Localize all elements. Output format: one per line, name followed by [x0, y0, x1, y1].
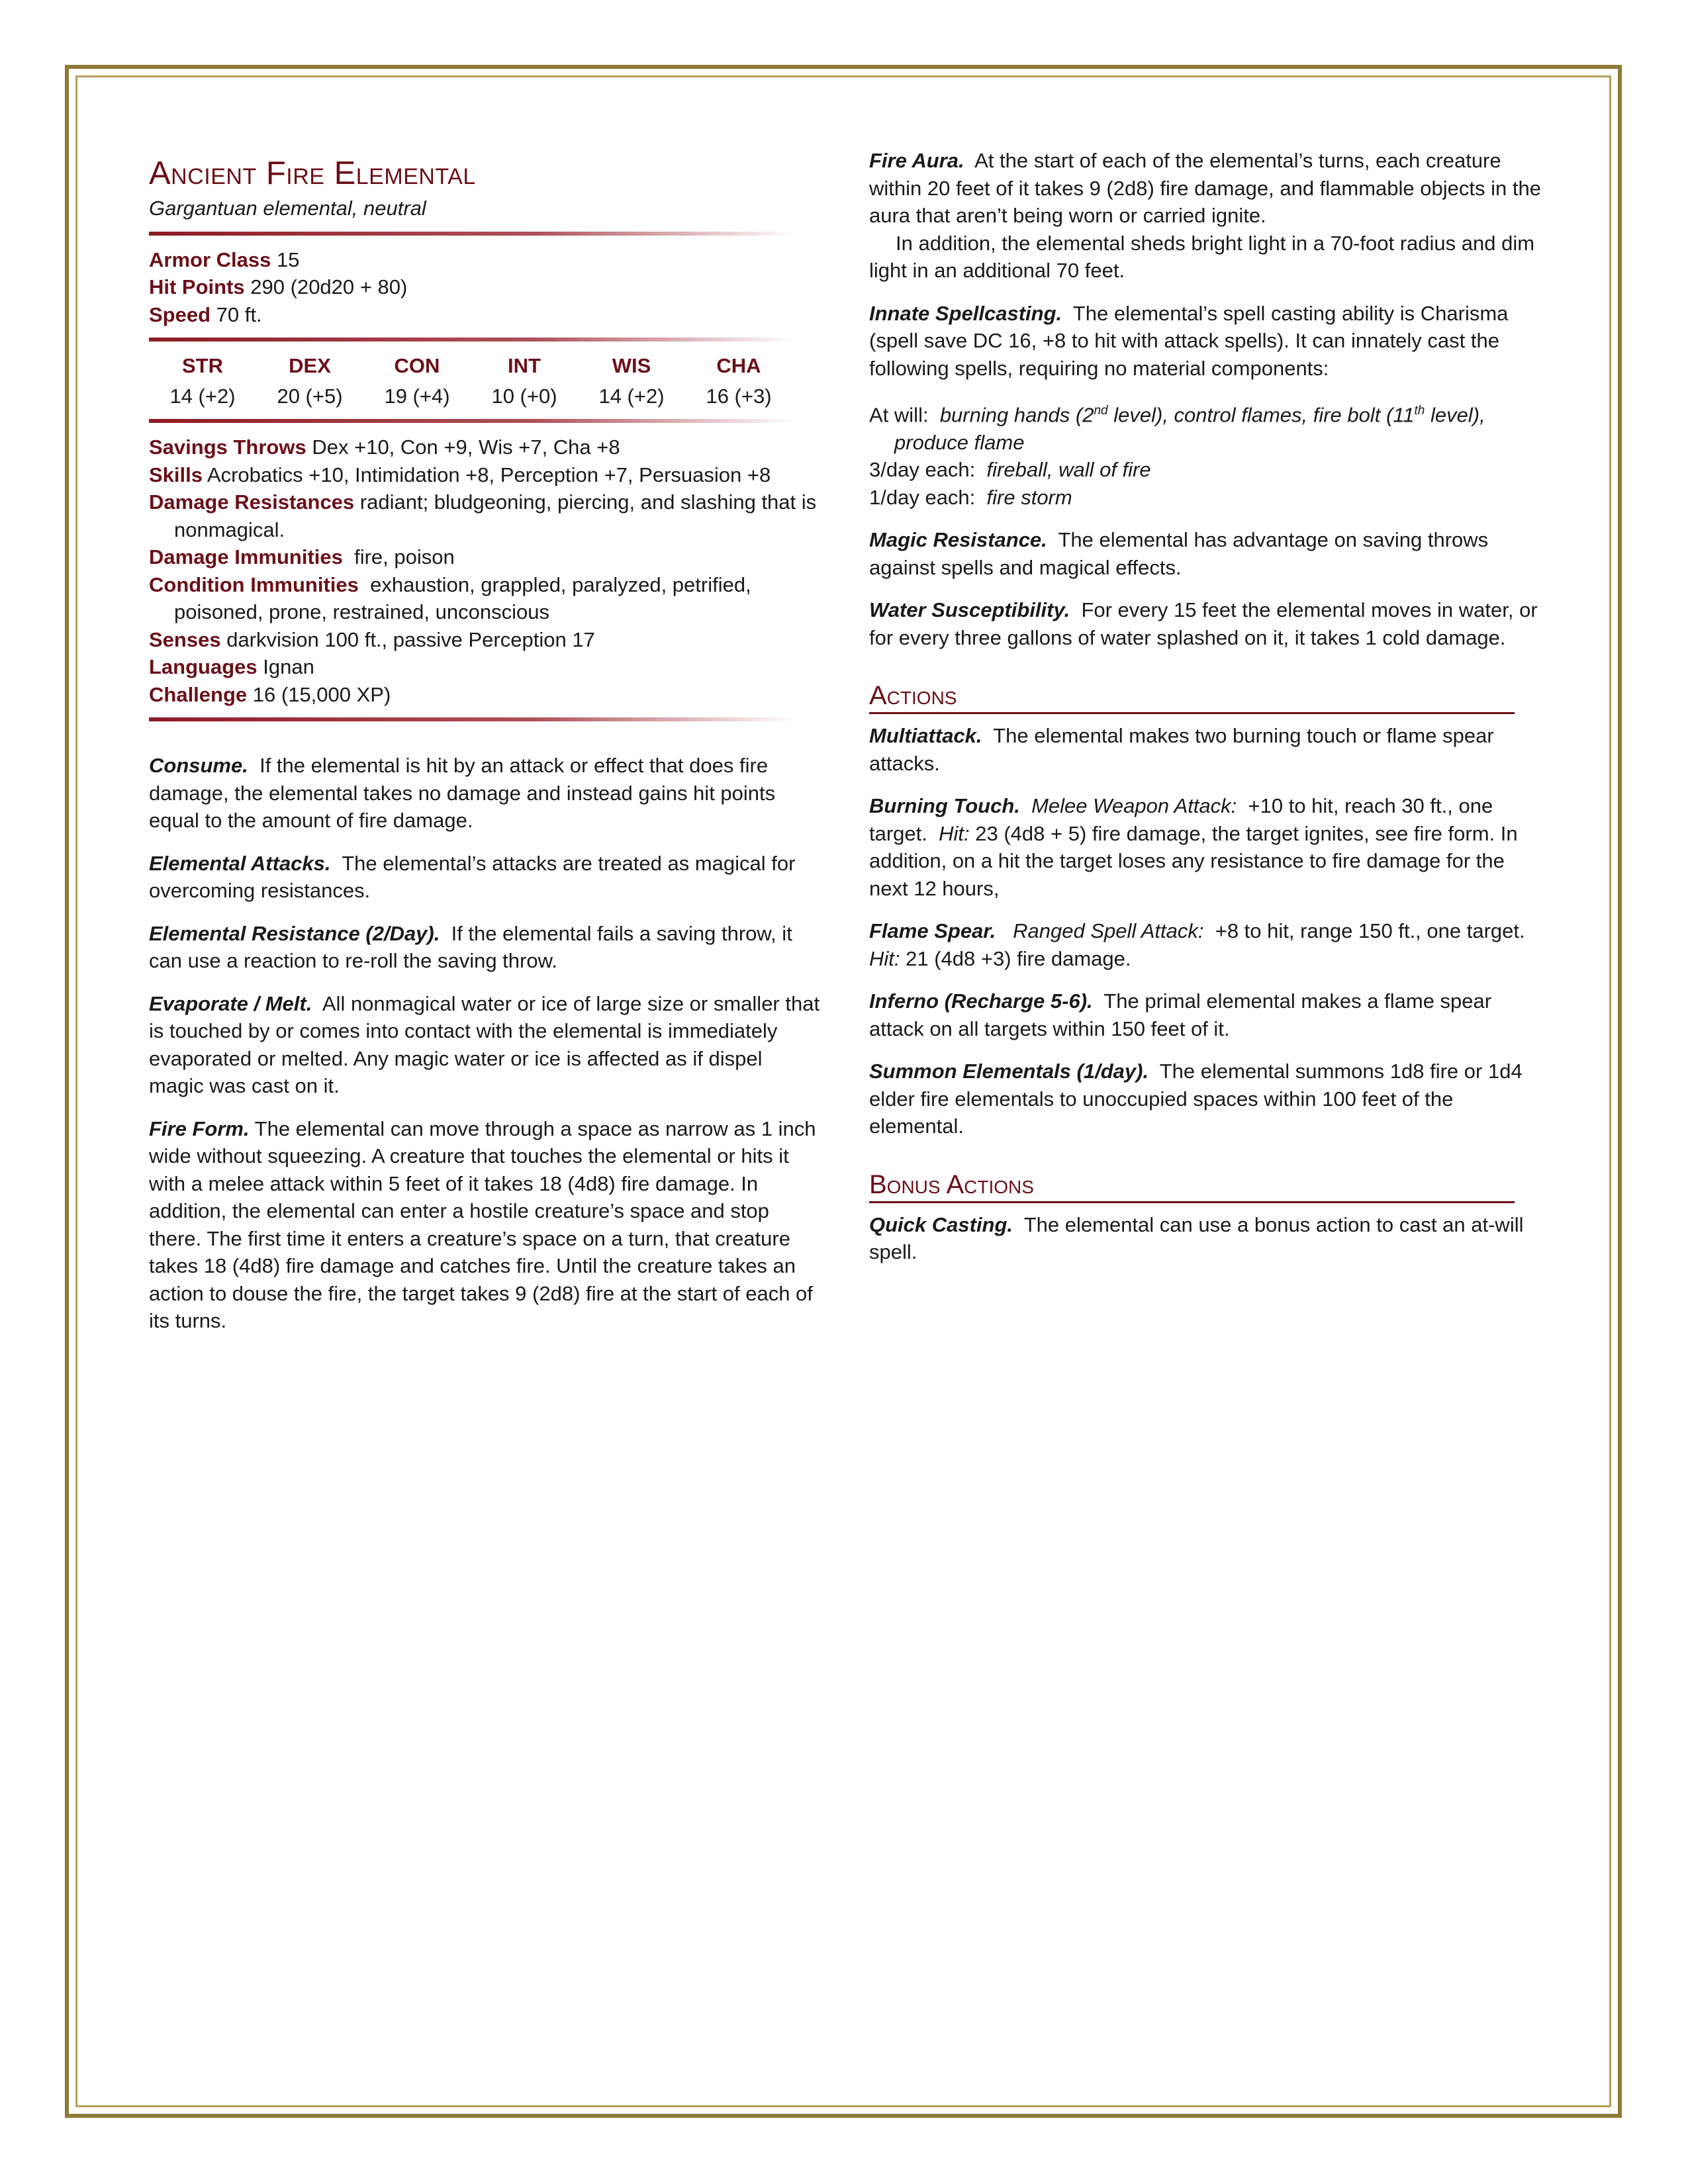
right-column — [869, 147, 1548, 1281]
action-multiattack: Multiattack. The elemental makes two burning touch or flame spear attacks. — [869, 724, 1494, 775]
saving-throws: Savings Throws Dex +10, Con +9, Wis +7, Cha +8 — [149, 435, 620, 459]
ability-value: 10 (+0) — [491, 384, 557, 408]
action-summon-elementals: Summon Elementals (1/day). The elemental summons 1d8 fire or 1d4 elder fire elementals to unoccupied spaces within 100 feet of the elemental. — [869, 1060, 1523, 1138]
hit-points: Hit Points 290 (20d20 + 80) — [149, 275, 408, 298]
speed: Speed 70 ft. — [149, 302, 262, 326]
ability-value: 19 (+4) — [384, 384, 450, 408]
bonus-action-quick-casting: Quick Casting. The elemental can use a bonus action to cast an at-will spell. — [869, 1212, 1524, 1264]
ability-value: 20 (+5) — [277, 384, 343, 408]
spells-at-will: At will: burning hands (2nd level), control flames, fire bolt (11th level), produce flame — [869, 403, 1485, 454]
divider — [149, 338, 794, 341]
ability-values-row — [149, 383, 794, 410]
ability-names-row — [149, 352, 794, 380]
trait-elemental-resistance: Elemental Resistance (2/Day). If the elemental fails a saving throw, it can use a reaction to re-roll the saving throw. — [149, 921, 792, 972]
ability-value: 14 (+2) — [598, 384, 665, 408]
condition-immunities: Condition Immunities exhaustion, grappled, paralyzed, petrified, poisoned, prone, restrained, unconscious — [149, 572, 751, 623]
action-burning-touch: Burning Touch. Melee Weapon Attack: +10 to hit, reach 30 ft., one target. Hit: 23 (4d8 + 5) fire damage, the target ignites, see fire form. In addition, on a hit the target loses any resistance to fire damage for the next 12 hours, — [869, 794, 1518, 900]
trait-fire-aura: Fire Aura. At the start of each of the elemental’s turns, each creature within 20 feet of it takes 9 (2d8) fire damage, and flammable objects in the aura that aren’t being worn or carried ignite. In addition, the elemental sheds bright light in a 70-foot radius and dim light in an additional 70 feet. — [869, 149, 1541, 282]
ability-name: STR — [182, 354, 223, 377]
trait-elemental-attacks: Elemental Attacks. The elemental’s attacks are treated as magical for overcoming resistances. — [149, 851, 796, 902]
ability-name: INT — [508, 354, 541, 377]
divider — [149, 717, 794, 721]
actions-heading: Actions — [869, 680, 1515, 714]
languages: Languages Ignan — [149, 655, 314, 678]
bonus-actions-heading: Bonus Actions — [869, 1169, 1515, 1203]
ability-name: CHA — [716, 354, 761, 377]
trait-fire-form: Fire Form. The elemental can move through a space as narrow as 1 inch wide without squeezing. A creature that touches the elemental or hits it with a melee attack within 5 feet of it takes 18 (4d8) fire damage. In addition, the elemental can enter a hostile creature’s space and stop there. The first time it enters a creature’s space on a turn, that creature takes 18 (4d8) fire damage and catches fire. Until the creature takes an action to douse the fire, the target takes 9 (2d8) fire at the start of each of its turns. — [149, 1116, 816, 1332]
ability-name: WIS — [612, 354, 651, 377]
action-inferno: Inferno (Recharge 5-6). The primal elemental makes a flame spear attack on all targets within 150 feet of it. — [869, 989, 1492, 1040]
ability-name: CON — [394, 354, 440, 377]
trait-evaporate-melt: Evaporate / Melt. All nonmagical water or ice of large size or smaller that is touched by or comes into contact with the elemental is immediately evaporated or melted. Any magic water or ice is affected as if dispel magic was cast on it. — [149, 991, 820, 1097]
senses: Senses darkvision 100 ft., passive Perception 17 — [149, 627, 595, 651]
damage-resistances: Damage Resistances radiant; bludgeoning, piercing, and slashing that is nonmagical. — [149, 490, 817, 541]
trait-magic-resistance: Magic Resistance. The elemental has advantage on saving throws against spells and magical effects. — [869, 528, 1489, 579]
divider — [149, 419, 794, 423]
trait-water-susceptibility: Water Susceptibility. For every 15 feet the elemental moves in water, or for every three gallons of water splashed on it, it takes 1 cold damage. — [869, 598, 1538, 649]
skills: Skills Acrobatics +10, Intimidation +8, Perception +7, Persuasion +8 — [149, 463, 771, 486]
monster-name: Ancient Fire Elemental — [149, 156, 476, 191]
spells-3-day: 3/day each: fireball, wall of fire — [869, 458, 1151, 482]
spells-1-day: 1/day each: fire storm — [869, 485, 1072, 509]
challenge: Challenge 16 (15,000 XP) — [149, 682, 391, 706]
trait-consume: Consume. If the elemental is hit by an attack or effect that does fire damage, the elemental takes no damage and instead gains hit points equal to the amount of fire damage. — [149, 754, 776, 832]
ability-name: DEX — [289, 354, 331, 377]
trait-innate-spellcasting: Innate Spellcasting. The elemental’s spell casting ability is Charisma (spell save DC 16, +8 to hit with attack spells). It can innately cast the following spells, requiring no material components: At will: burning hands (2nd level), control flames, fire bolt (11th level), produce flame 3/day each: fireball, wall of fire 1/day each: fire storm — [869, 300, 1548, 512]
ability-value: 16 (+3) — [706, 384, 772, 408]
left-column — [149, 147, 821, 1350]
action-flame-spear: Flame Spear. Ranged Spell Attack: +8 to hit, range 150 ft., one target. Hit: 21 (4d8 +3) fire damage. — [869, 919, 1525, 970]
armor-class: Armor Class 15 — [149, 248, 300, 271]
damage-immunities: Damage Immunities fire, poison — [149, 545, 455, 569]
divider — [149, 232, 794, 236]
ability-value: 14 (+2) — [169, 384, 236, 408]
monster-type: Gargantuan elemental, neutral — [149, 197, 426, 220]
